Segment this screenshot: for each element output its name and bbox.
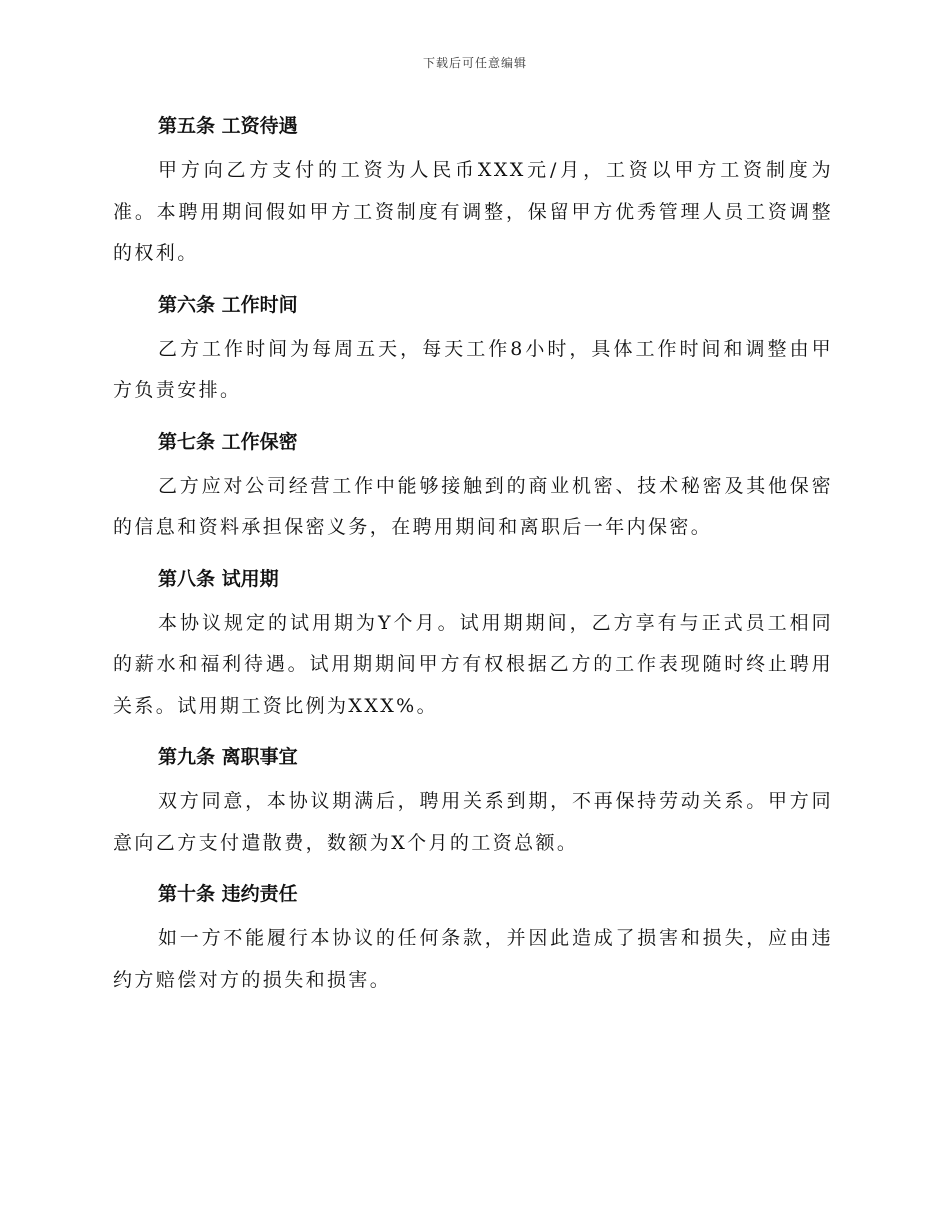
article-10 bbox=[113, 876, 833, 1001]
article-title: 第七条 工作保密 bbox=[158, 430, 298, 453]
article-title: 第九条 离职事宜 bbox=[158, 746, 298, 768]
article-body: 乙方工作时间为每周五天，每天工作8小时，具体工作时间和调整由甲方负责安排。 bbox=[113, 337, 833, 401]
article-8 bbox=[113, 561, 833, 728]
header-note: 下载后可任意编辑 bbox=[422, 56, 527, 70]
article-body: 双方同意，本协议期满后，聘用关系到期，不再保持劳动关系。甲方同意向乙方支付遣散费，数额为X个月的工资总额。 bbox=[113, 790, 833, 854]
article-body: 本协议规定的试用期为Y个月。试用期期间，乙方享有与正式员工相同的薪水和福利待遇。试用期期间甲方有权根据乙方的工作表现随时终止聘用关系。试用期工资比例为XXX%。 bbox=[113, 611, 833, 717]
article-title: 第十条 违约责任 bbox=[158, 883, 298, 905]
article-body: 乙方应对公司经营工作中能够接触到的商业机密、技术秘密及其他保密的信息和资料承担保密义务，在聘用期间和离职后一年内保密。 bbox=[113, 474, 833, 538]
article-body: 甲方向乙方支付的工资为人民币XXX元/月，工资以甲方工资制度为准。本聘用期间假如甲方工资制度有调整，保留甲方优秀管理人员工资调整的权利。 bbox=[113, 159, 833, 264]
article-7 bbox=[113, 424, 833, 549]
article-title: 第八条 试用期 bbox=[158, 567, 279, 590]
article-title: 第六条 工作时间 bbox=[158, 293, 298, 316]
article-9 bbox=[113, 739, 833, 864]
document-content bbox=[113, 108, 833, 1013]
article-body: 如一方不能履行本协议的任何条款，并因此造成了损害和损失，应由违约方赔偿对方的损失和损害。 bbox=[113, 927, 833, 991]
article-6 bbox=[113, 287, 833, 412]
article-title: 第五条 工资待遇 bbox=[158, 115, 298, 137]
article-5 bbox=[113, 108, 833, 275]
